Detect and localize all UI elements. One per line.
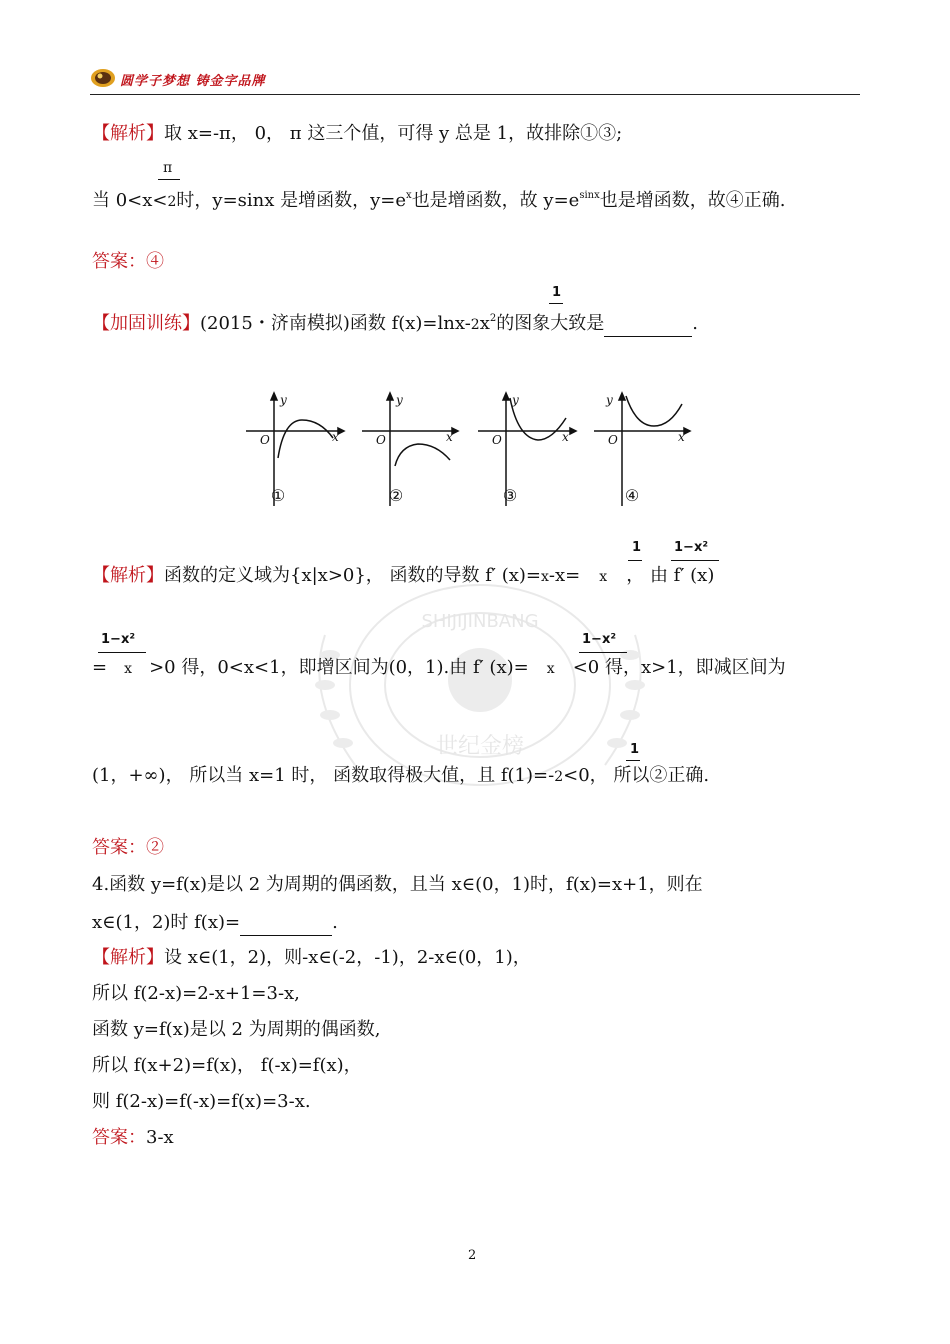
- solution-3-line-3: (1，+∞)， 所以当 x=1 时， 函数取得极大值，且 f(1)=-2<0， 所以②正确.: [92, 765, 710, 786]
- page-number: 2: [468, 1248, 477, 1263]
- solution-4-line-1: 【解析】设 x∈(1，2)，则-x∈(-2，-1)，2-x∈(0，1)，: [92, 947, 531, 968]
- svg-text:SHIJIJINBANG: SHIJIJINBANG: [421, 611, 539, 632]
- svg-text:y: y: [396, 393, 403, 407]
- solution-tag: 【解析】: [92, 565, 164, 586]
- half-numerator: 1: [630, 742, 640, 757]
- fraction-bar: [626, 760, 640, 761]
- svg-text:y: y: [512, 393, 519, 407]
- graph-label-3: ③: [502, 486, 518, 505]
- header-slogan: 圆学子梦想 铸金字品牌: [120, 74, 266, 89]
- solution-4-line-3: 函数 y=f(x)是以 2 为周期的偶函数,: [92, 1019, 381, 1040]
- solution-3-line-1: 【解析】函数的定义域为{x|x>0}， 函数的导数 f′ (x)=x-x= x ， 由 f′ (x): [92, 565, 715, 586]
- pi-denominator: 2: [167, 194, 177, 210]
- graph-label-1: ①: [270, 486, 286, 505]
- solution-1-line-1: 【解析】取 x=-π， 0， π 这三个值，可得 y 总是 1，故排除①③;: [92, 123, 623, 144]
- svg-text:O: O: [376, 433, 386, 447]
- exercise-tag: 【加固训练】: [92, 313, 200, 334]
- answer-blank: [604, 312, 692, 337]
- solution-3-line-2: = x >0 得，0<x<1，即增区间为(0，1).由 f′ (x)= x <0 得，x>1，即减区间为: [92, 657, 786, 678]
- fraction-bar: [671, 560, 719, 561]
- svg-text:O: O: [492, 433, 502, 447]
- svg-text:x: x: [678, 430, 685, 444]
- question-4-line-1: 4.函数 y=f(x)是以 2 为周期的偶函数，且当 x∈(0，1)时，f(x)=x+1，则在: [92, 874, 703, 895]
- svg-text:世纪金榜: 世纪金榜: [435, 734, 525, 759]
- frac-numerator: 1−x²: [101, 632, 136, 647]
- fraction-bar: [579, 652, 627, 653]
- svg-text:x: x: [446, 430, 453, 444]
- graph-option-2: [362, 393, 458, 506]
- graph-option-4: [594, 393, 690, 506]
- fraction-bar: [549, 303, 563, 304]
- svg-text:x: x: [562, 430, 569, 444]
- solution-4-line-4: 所以 f(x+2)=f(x)， f(-x)=f(x)，: [92, 1055, 362, 1076]
- answer-blank: [240, 911, 332, 936]
- one-numerator: 1: [632, 540, 642, 555]
- frac-numerator: 1−x²: [582, 632, 617, 647]
- fraction-bar: [628, 560, 642, 561]
- exercise-line: 【加固训练】(2015・济南模拟)函数 $f(x)=\ln x-2x^2$的图象大致是 .: [92, 307, 698, 337]
- half-numerator: 1: [552, 285, 562, 300]
- function-graph-options: [240, 388, 700, 513]
- answer-1: 答案：④: [92, 251, 164, 272]
- answer-3: 答案：3-x: [92, 1127, 174, 1148]
- svg-text:O: O: [260, 433, 270, 447]
- frac-numerator: 1−x²: [674, 540, 709, 555]
- fraction-bar: [158, 179, 180, 180]
- solution-tag: 【解析】: [92, 123, 164, 144]
- pi-numerator: π: [163, 160, 173, 176]
- svg-text:y: y: [280, 393, 287, 407]
- solution-1-line-2: 当 0<x<2时，y=sinx 是增函数，$y=e^x$也是增函数，故 $y=e^{sinx}$也是增函数，故④正确.: [92, 190, 786, 211]
- graph-label-4: ④: [624, 486, 640, 505]
- svg-text:y: y: [606, 393, 613, 407]
- fraction-bar: [98, 652, 146, 653]
- graph-option-3: [478, 393, 576, 506]
- graph-option-1: [246, 393, 344, 506]
- solution-4-line-2: 所以 f(2-x)=2-x+1=3-x,: [92, 983, 300, 1004]
- answer-2: 答案：②: [92, 837, 164, 858]
- page-header: [90, 66, 860, 95]
- svg-text:x: x: [332, 430, 339, 444]
- solution-4-line-5: 则 f(2-x)=f(-x)=f(x)=3-x.: [92, 1091, 311, 1112]
- graph-label-2: ②: [388, 486, 404, 505]
- svg-text:O: O: [608, 433, 618, 447]
- question-4-line-2: x∈(1，2)时 f(x)= .: [92, 911, 338, 936]
- solution-tag: 【解析】: [92, 947, 164, 968]
- brand-logo-icon: [90, 68, 116, 88]
